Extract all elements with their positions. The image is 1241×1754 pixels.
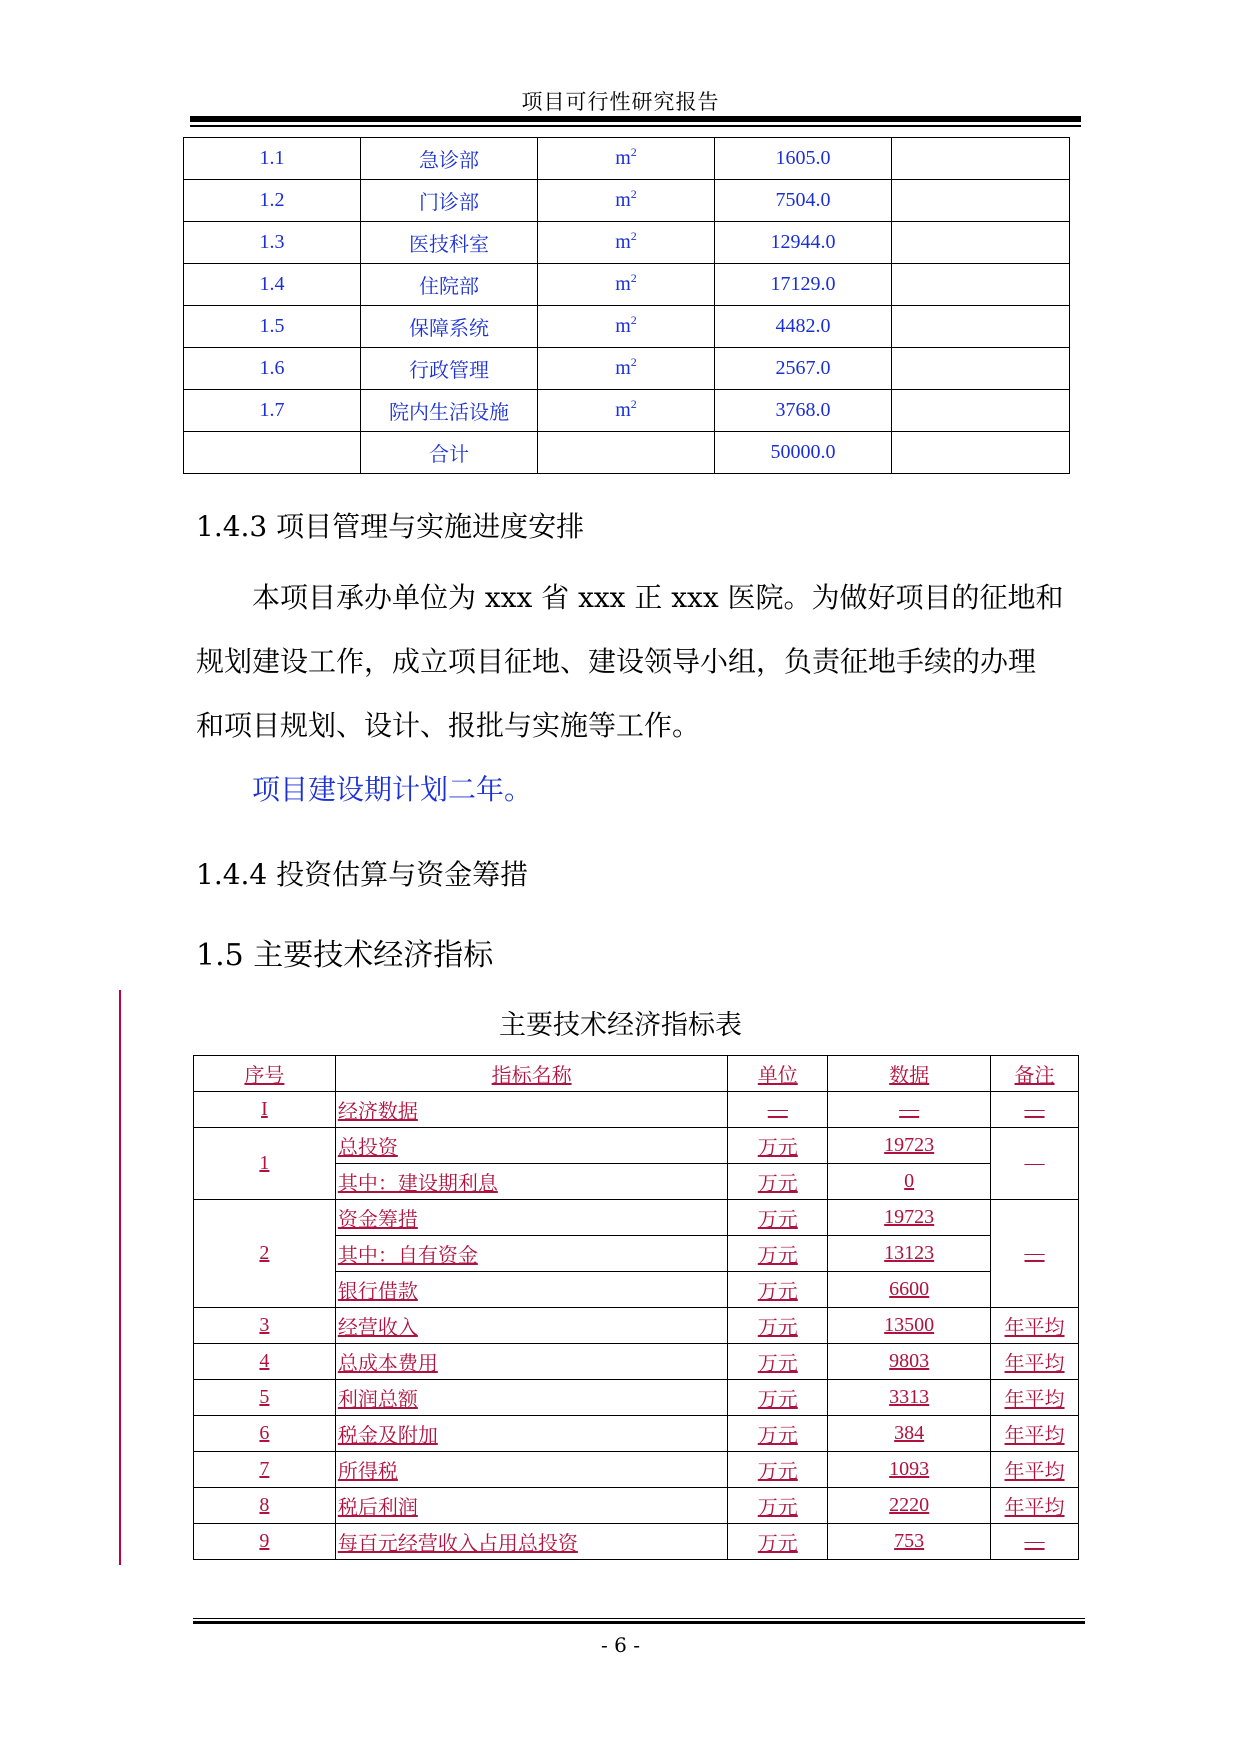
- table-title: 主要技术经济指标表: [499, 1010, 742, 1041]
- cell-note: —: [991, 1128, 1079, 1200]
- header-name: 指标名称: [335, 1056, 728, 1092]
- cell-no: 1.5: [184, 306, 361, 348]
- cell-unit: 万元: [728, 1164, 828, 1200]
- cell-no: 8: [194, 1488, 336, 1524]
- table-row: [184, 306, 1070, 348]
- cell-no: 3: [194, 1308, 336, 1344]
- cell-note: 年平均: [991, 1344, 1079, 1380]
- cell-note: [892, 306, 1070, 348]
- table-row: [194, 1092, 1079, 1128]
- cell-note: 年平均: [991, 1488, 1079, 1524]
- cell-no: I: [194, 1092, 336, 1128]
- table-row: [184, 138, 1070, 180]
- cell-unit: $m^2$: [538, 264, 715, 306]
- table-row: [194, 1344, 1079, 1380]
- cell-note: —: [991, 1200, 1079, 1308]
- cell-value: 19723: [828, 1200, 991, 1236]
- header-value: 数据: [828, 1056, 991, 1092]
- cell-no: [184, 432, 361, 474]
- revision-bar: [119, 990, 121, 1565]
- cell-note: [892, 432, 1070, 474]
- table-row: [194, 1380, 1079, 1416]
- cell-note: [892, 264, 1070, 306]
- page-number: - 6 -: [601, 1633, 640, 1657]
- cell-value: 2220: [828, 1488, 991, 1524]
- cell-value: 9803: [828, 1344, 991, 1380]
- paragraph-project-management: [196, 566, 1081, 758]
- cell-name: 税后利润: [335, 1488, 728, 1524]
- paragraph-line: 和项目规划、设计、报批与实施等工作。: [196, 709, 701, 742]
- cell-no: 1.4: [184, 264, 361, 306]
- cell-unit: 万元: [728, 1452, 828, 1488]
- cell-unit: $m^2$: [538, 390, 715, 432]
- cell-unit: 万元: [728, 1524, 828, 1560]
- cell-value: 17129.0: [715, 264, 892, 306]
- section-heading-1-4-4: 1.4.4 投资估算与资金筹措: [196, 858, 529, 891]
- section-heading-1-5: 1.5 主要技术经济指标: [196, 938, 494, 973]
- cell-note: [892, 390, 1070, 432]
- cell-name: 税金及附加: [335, 1416, 728, 1452]
- cell-value: 19723: [828, 1128, 991, 1164]
- cell-name: 经营收入: [335, 1308, 728, 1344]
- paragraph-line: 本项目承办单位为 xxx 省 xxx 正 xxx 医院。为做好项目的征地和: [252, 581, 1064, 614]
- cell-note: 年平均: [991, 1308, 1079, 1344]
- cell-name: 其中：自有资金: [335, 1236, 728, 1272]
- cell-unit: [538, 432, 715, 474]
- cell-unit: —: [728, 1092, 828, 1128]
- cell-note: [892, 180, 1070, 222]
- cell-unit: 万元: [728, 1272, 828, 1308]
- table-row: [194, 1128, 1079, 1164]
- table-header-row: [194, 1056, 1079, 1092]
- cell-name: 其中：建设期利息: [335, 1164, 728, 1200]
- cell-value: 13123: [828, 1236, 991, 1272]
- table-row: [184, 348, 1070, 390]
- footer-rule: [193, 1621, 1085, 1624]
- cell-unit: 万元: [728, 1236, 828, 1272]
- cell-no: 1: [194, 1128, 336, 1200]
- cell-no: 6: [194, 1416, 336, 1452]
- cell-name: 银行借款: [335, 1272, 728, 1308]
- table-row: [194, 1452, 1079, 1488]
- cell-no: 4: [194, 1344, 336, 1380]
- cell-value: 13500: [828, 1308, 991, 1344]
- cell-value: 753: [828, 1524, 991, 1560]
- cell-no: 9: [194, 1524, 336, 1560]
- cell-value: 6600: [828, 1272, 991, 1308]
- cell-unit: 万元: [728, 1128, 828, 1164]
- cell-no: 7: [194, 1452, 336, 1488]
- indicator-table: [193, 1055, 1079, 1560]
- cell-name: 保障系统: [361, 306, 538, 348]
- cell-value: 7504.0: [715, 180, 892, 222]
- cell-name: 利润总额: [335, 1380, 728, 1416]
- table-row: [194, 1416, 1079, 1452]
- cell-no: 1.6: [184, 348, 361, 390]
- cell-note: [892, 222, 1070, 264]
- cell-total-value: 50000.0: [715, 432, 892, 474]
- area-table: [183, 137, 1070, 474]
- cell-unit: $m^2$: [538, 222, 715, 264]
- header-rule-thin: [190, 125, 1081, 127]
- cell-name: 医技科室: [361, 222, 538, 264]
- cell-name: 行政管理: [361, 348, 538, 390]
- cell-note: 年平均: [991, 1452, 1079, 1488]
- paragraph-line: 规划建设工作，成立项目征地、建设领导小组，负责征地手续的办理: [196, 645, 1037, 678]
- cell-name: 所得税: [335, 1452, 728, 1488]
- cell-value: 2567.0: [715, 348, 892, 390]
- table-row: [194, 1200, 1079, 1236]
- cell-value: 1605.0: [715, 138, 892, 180]
- header-unit: 单位: [728, 1056, 828, 1092]
- cell-note: —: [991, 1524, 1079, 1560]
- table-row-total: [184, 432, 1070, 474]
- cell-no: 1.7: [184, 390, 361, 432]
- table-row: [184, 390, 1070, 432]
- table-row: [184, 264, 1070, 306]
- cell-name: 院内生活设施: [361, 390, 538, 432]
- header-no: 序号: [194, 1056, 336, 1092]
- cell-name: 门诊部: [361, 180, 538, 222]
- cell-name: 急诊部: [361, 138, 538, 180]
- header-rule: [190, 116, 1081, 122]
- header-title: 项目可行性研究报告: [521, 90, 720, 114]
- cell-value: 384: [828, 1416, 991, 1452]
- table-row: [194, 1308, 1079, 1344]
- cell-name: 经济数据: [335, 1092, 728, 1128]
- cell-note: 年平均: [991, 1380, 1079, 1416]
- cell-unit: $m^2$: [538, 180, 715, 222]
- cell-note: —: [991, 1092, 1079, 1128]
- section-heading-1-4-3: 1.4.3 项目管理与实施进度安排: [196, 510, 585, 543]
- cell-value: —: [828, 1092, 991, 1128]
- cell-no: 5: [194, 1380, 336, 1416]
- cell-name: 资金筹措: [335, 1200, 728, 1236]
- cell-value: 12944.0: [715, 222, 892, 264]
- cell-name: 住院部: [361, 264, 538, 306]
- cell-unit: $m^2$: [538, 348, 715, 390]
- cell-unit: $m^2$: [538, 138, 715, 180]
- table-row: [184, 180, 1070, 222]
- cell-name: 总投资: [335, 1128, 728, 1164]
- footer-rule-thin: [193, 1618, 1085, 1619]
- cell-name: 总成本费用: [335, 1344, 728, 1380]
- cell-note: [892, 348, 1070, 390]
- cell-no: 1.3: [184, 222, 361, 264]
- header-note: 备注: [991, 1056, 1079, 1092]
- cell-total-label: 合计: [361, 432, 538, 474]
- cell-unit: 万元: [728, 1488, 828, 1524]
- cell-value: 1093: [828, 1452, 991, 1488]
- cell-unit: 万元: [728, 1200, 828, 1236]
- cell-value: 4482.0: [715, 306, 892, 348]
- cell-no: 2: [194, 1200, 336, 1308]
- cell-note: 年平均: [991, 1416, 1079, 1452]
- cell-note: [892, 138, 1070, 180]
- cell-value: 0: [828, 1164, 991, 1200]
- table-row: [194, 1488, 1079, 1524]
- cell-name: 每百元经营收入占用总投资: [335, 1524, 728, 1560]
- cell-no: 1.2: [184, 180, 361, 222]
- cell-unit: 万元: [728, 1308, 828, 1344]
- cell-unit: 万元: [728, 1416, 828, 1452]
- cell-unit: $m^2$: [538, 306, 715, 348]
- cell-value: 3313: [828, 1380, 991, 1416]
- cell-unit: 万元: [728, 1380, 828, 1416]
- cell-value: 3768.0: [715, 390, 892, 432]
- cell-unit: 万元: [728, 1344, 828, 1380]
- table-row: [194, 1524, 1079, 1560]
- paragraph-construction-period: 项目建设期计划二年。: [252, 773, 533, 806]
- table-row: [184, 222, 1070, 264]
- cell-no: 1.1: [184, 138, 361, 180]
